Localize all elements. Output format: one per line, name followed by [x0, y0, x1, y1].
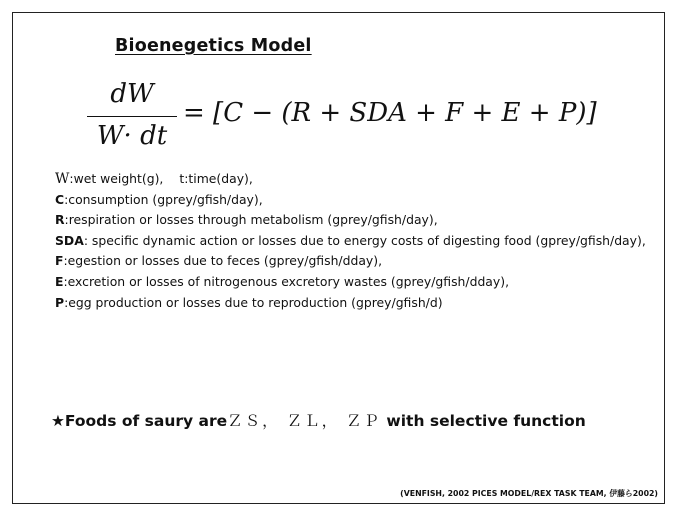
definition-symbol: SDA: [55, 232, 84, 248]
definition-text: :wet weight(g),: [69, 171, 164, 186]
definitions-list: [55, 169, 655, 313]
slide: [12, 12, 665, 504]
equation-denominator: W· dt: [96, 121, 168, 151]
definition-symbol: W: [55, 171, 70, 187]
definition-symbol: P: [55, 294, 65, 310]
definition-f: [55, 251, 655, 272]
definition-text: :egg production or losses due to reproduction (gprey/gfish/d): [64, 294, 443, 310]
fraction-bar: [87, 116, 177, 117]
star-icon: ★: [51, 412, 65, 430]
food-groups: ＺＳ， ＺＬ， ＺＰ: [227, 412, 382, 430]
definition-text: :egestion or losses due to feces (gprey/gfish/dday),: [63, 253, 383, 269]
definition-sda: [55, 231, 655, 252]
equation-right-side: = [C − (R + SDA + F + E + P)]: [183, 98, 597, 128]
definition-symbol: E: [55, 273, 64, 289]
definition-text: : specific dynamic action or losses due to energy costs of digesting food (gprey/gfish/day),: [83, 232, 646, 248]
definition-p: [55, 293, 655, 314]
definition-symbol: F: [55, 253, 64, 269]
slide-title: Bioenegetics Model: [115, 36, 312, 56]
foods-suffix: with selective function: [381, 412, 586, 430]
definition-c: [55, 190, 655, 211]
definition-r: [55, 210, 655, 231]
definition-w: [55, 169, 655, 190]
definition-symbol: R: [55, 212, 65, 228]
definition-text: :excretion or losses of nitrogenous excretory wastes (gprey/gfish/dday),: [63, 273, 510, 289]
equation-numerator: dW: [110, 79, 154, 109]
definition-text: :respiration or losses through metabolism (gprey/gfish/day),: [64, 212, 438, 228]
definition-e: [55, 272, 655, 293]
definition-text-time: t:time(day),: [179, 171, 253, 186]
foods-prefix: Foods of saury are: [64, 412, 228, 430]
definition-text: :consumption (gprey/gfish/day),: [64, 191, 263, 207]
source-footer: (VENFISH, 2002 PICES MODEL/REX TASK TEAM, 伊藤ら2002): [400, 489, 658, 498]
foods-statement: [51, 409, 586, 431]
bioenergetics-equation: [85, 73, 597, 153]
definition-symbol: C: [55, 191, 65, 207]
